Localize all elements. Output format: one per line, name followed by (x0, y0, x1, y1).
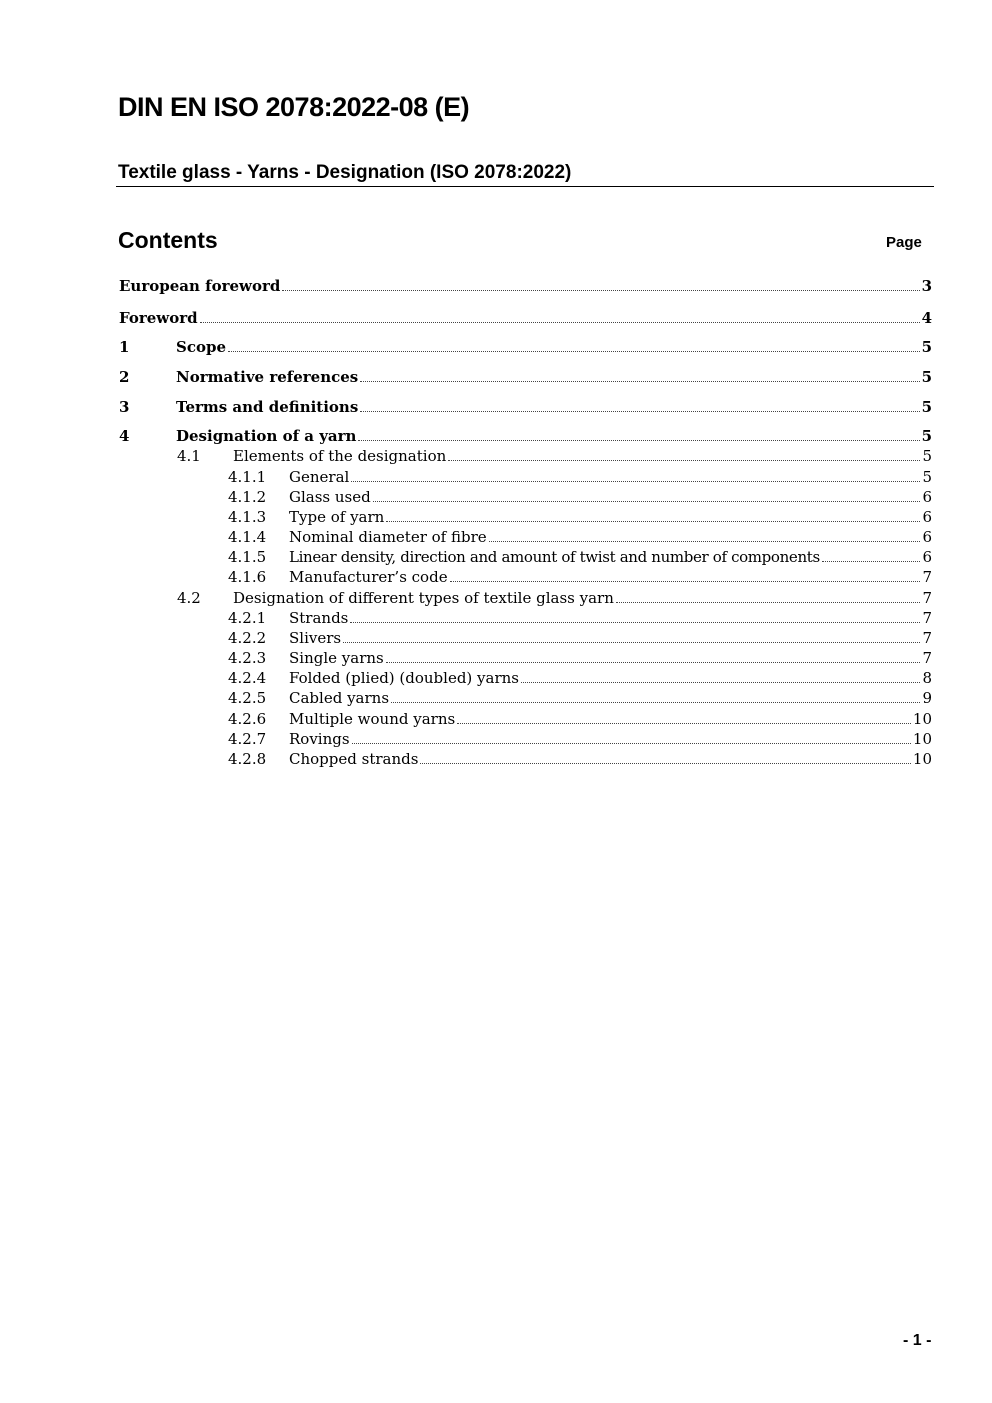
toc-entry-number: 4.2 (177, 589, 201, 607)
toc-entry-page: 4 (921, 309, 932, 327)
dot-leader (457, 722, 911, 724)
toc-entry-page: 5 (921, 338, 932, 356)
toc-entry-label: Strands (289, 609, 349, 627)
toc-entry-label: Single yarns (289, 649, 384, 667)
dot-leader (351, 480, 920, 482)
toc-entry-label: Terms and definitions (176, 398, 359, 416)
toc-entry-number: 4.2.2 (228, 629, 267, 647)
toc-entry-4-1[interactable] (177, 446, 932, 466)
toc-entry-page: 7 (922, 589, 932, 607)
toc-entry-page: 7 (922, 568, 932, 586)
toc-entry-number: 1 (119, 338, 130, 356)
toc-entry-terms-and-definitions[interactable] (119, 397, 932, 417)
toc-entry-label: General (289, 468, 350, 486)
page-number-footer: - 1 - (903, 1332, 932, 1349)
toc-entry-number: 4.1.6 (228, 568, 267, 586)
toc-entry-4-1-1[interactable] (228, 467, 932, 487)
dot-leader (343, 641, 920, 643)
dot-leader (350, 621, 920, 623)
toc-entry-label: Folded (plied) (doubled) yarns (289, 669, 520, 687)
dot-leader (450, 580, 921, 582)
dot-leader (228, 350, 920, 352)
toc-entry-4-2-4[interactable] (228, 668, 932, 688)
toc-entry-4-2[interactable] (177, 588, 932, 608)
toc-entry-label: European foreword (119, 277, 281, 295)
toc-entry-number: 4.1.2 (228, 488, 267, 506)
toc-entry-number: 4.1.3 (228, 508, 267, 526)
toc-entry-number: 4.1 (177, 447, 201, 465)
document-subtitle: Textile glass - Yarns - Designation (ISO 2078:2022) (118, 162, 572, 183)
toc-entry-4-2-2[interactable] (228, 628, 932, 648)
toc-entry-4-2-3[interactable] (228, 648, 932, 668)
toc-entry-4-1-5[interactable] (228, 547, 932, 567)
dot-leader (448, 459, 920, 461)
toc-entry-4-2-7[interactable] (228, 729, 932, 749)
toc-entry-page: 6 (922, 508, 932, 526)
toc-entry-4-2-5[interactable] (228, 688, 932, 708)
toc-entry-label: Slivers (289, 629, 342, 647)
toc-entry-label: Designation of a yarn (176, 427, 357, 445)
toc-entry-page: 6 (922, 528, 932, 546)
toc-entry-4-1-2[interactable] (228, 487, 932, 507)
toc-entry-label: Type of yarn (289, 508, 385, 526)
document-title: DIN EN ISO 2078:2022-08 (E) (118, 92, 470, 122)
dot-leader (386, 520, 920, 522)
toc-entry-page: 5 (922, 468, 932, 486)
toc-entry-number: 4.2.3 (228, 649, 267, 667)
toc-entry-label: Manufacturer’s code (289, 568, 448, 586)
toc-entry-page: 5 (921, 427, 932, 445)
toc-entry-label: Nominal diameter of fibre (289, 528, 487, 546)
toc-entry-number: 4.2.7 (228, 730, 267, 748)
dot-leader (360, 410, 919, 412)
contents-heading: Contents (118, 227, 218, 253)
toc-entry-number: 4.2.1 (228, 609, 267, 627)
dot-leader (358, 439, 919, 441)
page-column-label: Page (886, 234, 922, 251)
toc-entry-number: 4.1.1 (228, 468, 267, 486)
toc-entry-number: 4.1.4 (228, 528, 267, 546)
toc-entry-4-2-1[interactable] (228, 608, 932, 628)
toc-entry-page: 7 (922, 609, 932, 627)
toc-entry-4-2-8[interactable] (228, 749, 932, 769)
toc-entry-4-1-3[interactable] (228, 507, 932, 527)
toc-entry-4-1-4[interactable] (228, 527, 932, 547)
toc-entry-page: 8 (922, 669, 932, 687)
toc-entry-4-2-6[interactable] (228, 709, 932, 729)
toc-entry-4-1-6[interactable] (228, 567, 932, 587)
toc-entry-page: 9 (922, 689, 932, 707)
toc-entry-page: 10 (912, 750, 932, 768)
dot-leader (822, 560, 921, 562)
toc-entry-label: Cabled yarns (289, 689, 390, 707)
toc-entry-label: Elements of the designation (233, 447, 447, 465)
toc-entry-label: Designation of different types of textile glass yarn (233, 589, 614, 607)
toc-entry-label: Chopped strands (289, 750, 419, 768)
dot-leader (616, 601, 921, 603)
toc-entry-normative-references[interactable] (119, 367, 932, 387)
dot-leader (200, 321, 920, 323)
toc-entry-designation-of-a-yarn[interactable] (119, 426, 932, 446)
toc-entry-label: Glass used (289, 488, 371, 506)
toc-entry-number: 4.2.8 (228, 750, 267, 768)
toc-entry-page: 5 (921, 398, 932, 416)
dot-leader (489, 540, 921, 542)
dot-leader (360, 380, 919, 382)
toc-entry-number: 3 (119, 398, 130, 416)
toc-entry-page: 6 (922, 488, 932, 506)
toc-entry-number: 4 (119, 427, 130, 445)
toc-entry-european-foreword[interactable] (119, 276, 932, 296)
toc-entry-page: 5 (922, 447, 932, 465)
toc-entry-page: 7 (922, 649, 932, 667)
toc-entry-label: Rovings (289, 730, 350, 748)
toc-entry-number: 4.2.5 (228, 689, 267, 707)
toc-entry-number: 4.2.4 (228, 669, 267, 687)
toc-entry-label: Scope (176, 338, 227, 356)
toc-entry-page: 3 (921, 277, 932, 295)
dot-leader (391, 701, 920, 703)
toc-entry-label: Multiple wound yarns (289, 710, 456, 728)
toc-entry-page: 7 (922, 629, 932, 647)
toc-entry-label: Normative references (176, 368, 359, 386)
toc-entry-scope[interactable] (119, 337, 932, 357)
toc-entry-label: Linear density, direction and amount of twist and number of components (289, 548, 820, 566)
toc-entry-label: Foreword (119, 309, 198, 327)
toc-entry-number: 4.1.5 (228, 548, 267, 566)
dot-leader (352, 742, 911, 744)
dot-leader (521, 681, 920, 683)
toc-entry-page: 5 (921, 368, 932, 386)
toc-entry-page: 6 (922, 548, 932, 566)
toc-entry-foreword[interactable] (119, 308, 932, 328)
dot-leader (282, 289, 919, 291)
dot-leader (420, 762, 910, 764)
toc-entry-page: 10 (912, 730, 932, 748)
toc-entry-number: 4.2.6 (228, 710, 267, 728)
dot-leader (386, 661, 921, 663)
dot-leader (373, 500, 921, 502)
toc-entry-number: 2 (119, 368, 130, 386)
toc-entry-page: 10 (912, 710, 932, 728)
